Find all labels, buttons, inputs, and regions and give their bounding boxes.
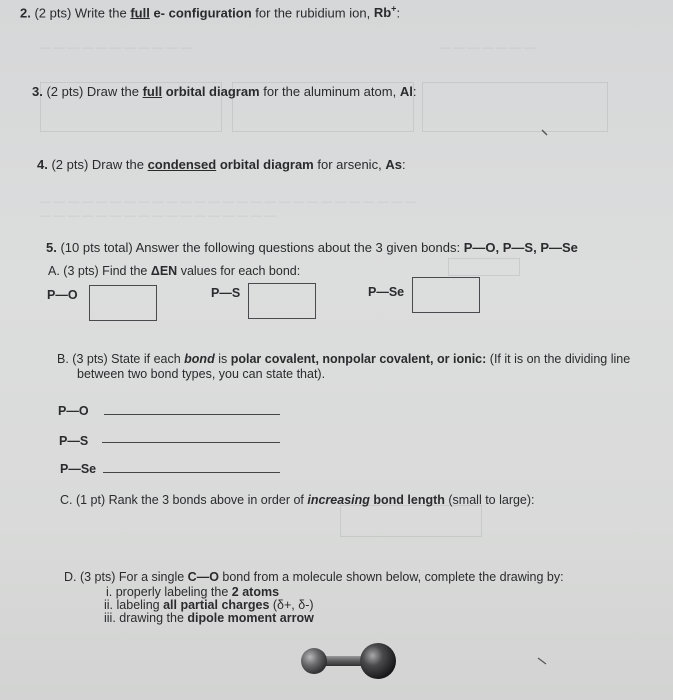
- question-2-number: 2.: [20, 5, 31, 21]
- question-5-bonds: P—O, P—S, P—Se: [463, 240, 578, 255]
- bond-emphasis: bond: [184, 352, 215, 366]
- part-d-item-2: ii. labeling all partial charges (δ+, δ-): [104, 598, 314, 612]
- part-d-prompt: D. (3 pts) For a single C—O bond from a molecule shown below, complete the drawing by:: [64, 570, 564, 584]
- question-3-number: 3.: [32, 84, 43, 99]
- part-c-prompt: C. (1 pt) Rank the 3 bonds above in order of increasing bond length (small to large):: [60, 493, 535, 507]
- question-2-colon: :: [396, 5, 401, 21]
- increasing-emphasis: increasing: [307, 493, 370, 507]
- question-4-colon: :: [401, 157, 406, 172]
- question-2-prefix: (2 pts) Write the: [34, 5, 127, 21]
- question-3-bold: orbital diagram: [165, 84, 260, 99]
- part-b-label-po: P—O: [58, 404, 89, 418]
- question-2-suffix: for the rubidium ion,: [255, 5, 371, 21]
- stray-mark: [536, 656, 550, 666]
- co-bond: C—O: [187, 570, 219, 584]
- question-5: [46, 240, 578, 255]
- part-d-item-3: iii. drawing the dipole moment arrow: [104, 611, 314, 625]
- co-molecule-model[interactable]: [298, 642, 398, 682]
- small-atom-sphere: [301, 648, 327, 674]
- question-3: [32, 84, 416, 99]
- answer-line-ps[interactable]: [102, 442, 280, 443]
- question-2-bold: e- configuration: [153, 5, 252, 21]
- question-5-number: 5.: [46, 240, 57, 255]
- question-2: [20, 4, 400, 20]
- part-a-prompt: A. (3 pts) Find the ΔEN values for each bond:: [48, 264, 301, 278]
- question-3-suffix: for the aluminum atom,: [263, 84, 397, 99]
- question-4: [37, 157, 406, 172]
- part-b-label-ps: P—S: [59, 434, 89, 448]
- question-4-suffix: for arsenic,: [317, 157, 382, 172]
- arsenic-symbol: As: [385, 157, 402, 172]
- question-4-bold: orbital diagram: [219, 157, 314, 172]
- bond-length: bond length: [373, 493, 445, 507]
- part-a-label-ps: P—S: [211, 286, 241, 300]
- question-3-prefix: (2 pts) Draw the: [46, 84, 139, 99]
- question-4-number: 4.: [37, 157, 48, 172]
- question-3-colon: :: [412, 84, 417, 99]
- part-b-label-pse: P—Se: [60, 462, 97, 476]
- aluminum-symbol: Al: [399, 84, 413, 99]
- part-a-label-pse: P—Se: [368, 285, 405, 299]
- rubidium-ion-symbol: Rb+: [373, 4, 397, 21]
- stray-mark-top: [540, 128, 550, 138]
- question-3-full: full: [142, 84, 163, 99]
- part-d-item-1: i. properly labeling the 2 atoms: [106, 585, 280, 599]
- bond-types: polar covalent, nonpolar covalent, or ionic:: [230, 352, 487, 366]
- delta-en: ΔEN: [150, 264, 178, 278]
- answer-box-pse[interactable]: [412, 277, 480, 313]
- question-4-condensed: condensed: [147, 157, 217, 172]
- answer-box-po[interactable]: [89, 285, 157, 321]
- answer-line-po[interactable]: [104, 414, 280, 415]
- answer-line-pse[interactable]: [103, 472, 280, 473]
- question-2-full: full: [130, 5, 150, 21]
- large-atom-sphere: [360, 643, 396, 679]
- question-4-prefix: (2 pts) Draw the: [51, 157, 144, 172]
- part-b-prompt-line2: between two bond types, you can state that).: [77, 367, 326, 381]
- part-a-label-po: P—O: [47, 288, 78, 302]
- answer-box-ps[interactable]: [248, 283, 316, 319]
- question-5-intro: (10 pts total) Answer the following questions about the 3 given bonds:: [60, 240, 461, 255]
- part-b-prompt: B. (3 pts) State if each bond is polar covalent, nonpolar covalent, or ionic: (If it is on the dividing line: [57, 352, 631, 366]
